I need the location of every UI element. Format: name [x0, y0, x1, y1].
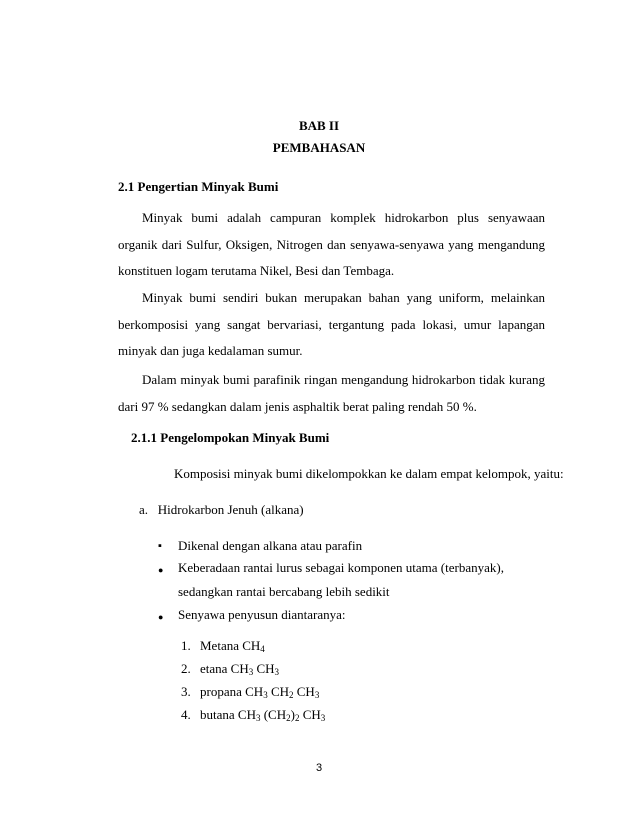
- section-heading-2-1: 2.1 Pengertian Minyak Bumi: [118, 179, 279, 194]
- list-item-a: a. Hidrokarbon Jenuh (alkana): [139, 502, 304, 517]
- compound-item: butana $CH_3$ $(CH_2)_2$ $CH_3$: [200, 707, 326, 723]
- bullet-item: Senyawa penyusun diantaranya:: [178, 607, 346, 622]
- chapter-title: PEMBAHASAN: [272, 140, 366, 155]
- compound-number: 3.: [181, 684, 191, 699]
- compound-item: Metana $CH_4$: [200, 638, 265, 654]
- compound-item: etana $CH_3$ $CH_3$: [200, 661, 280, 677]
- compound-number: 2.: [181, 661, 191, 676]
- compound-number: 4.: [181, 707, 191, 722]
- compound-item: propana $CH_3$ $CH_2$ $CH_3$: [200, 684, 320, 700]
- paragraph-composition: Minyak bumi sendiri bukan merupakan bahan yang uniform, melainkan berkomposisi yang sangat bervariasi, tergantung pada lokasi, umur lapangan minyak dan juga kedalaman sumur.: [118, 290, 545, 358]
- bullet-icon: ●: [158, 612, 164, 622]
- bullet-icon: ▪: [158, 540, 162, 552]
- bullet-icon: ●: [158, 565, 164, 575]
- bullet-item: Keberadaan rantai lurus sebagai komponen utama (terbanyak), sedangkan rantai bercabang lebih sedikit: [178, 560, 504, 599]
- bullet-item: Dikenal dengan alkana atau parafin: [178, 538, 363, 553]
- intro-text: Komposisi minyak bumi dikelompokkan ke dalam empat kelompok, yaitu:: [174, 466, 564, 481]
- page-number: 3: [315, 762, 323, 774]
- paragraph-definition: Minyak bumi adalah campuran komplek hidrokarbon plus senyawaan organik dari Sulfur, Oksigen, Nitrogen dan senyawa-senyawa yang mengandung konstituen logam terutama Nikel, Besi dan Tembaga.: [118, 210, 545, 278]
- paragraph-hydrocarbon-content: Dalam minyak bumi parafinik ringan mengandung hidrokarbon tidak kurang dari 97 % sedangkan dalam jenis asphaltik berat paling rendah 50 %.: [118, 372, 545, 414]
- section-heading-2-1-1: 2.1.1 Pengelompokan Minyak Bumi: [131, 430, 330, 445]
- chapter-label: BAB II: [298, 118, 340, 133]
- compound-number: 1.: [181, 638, 191, 653]
